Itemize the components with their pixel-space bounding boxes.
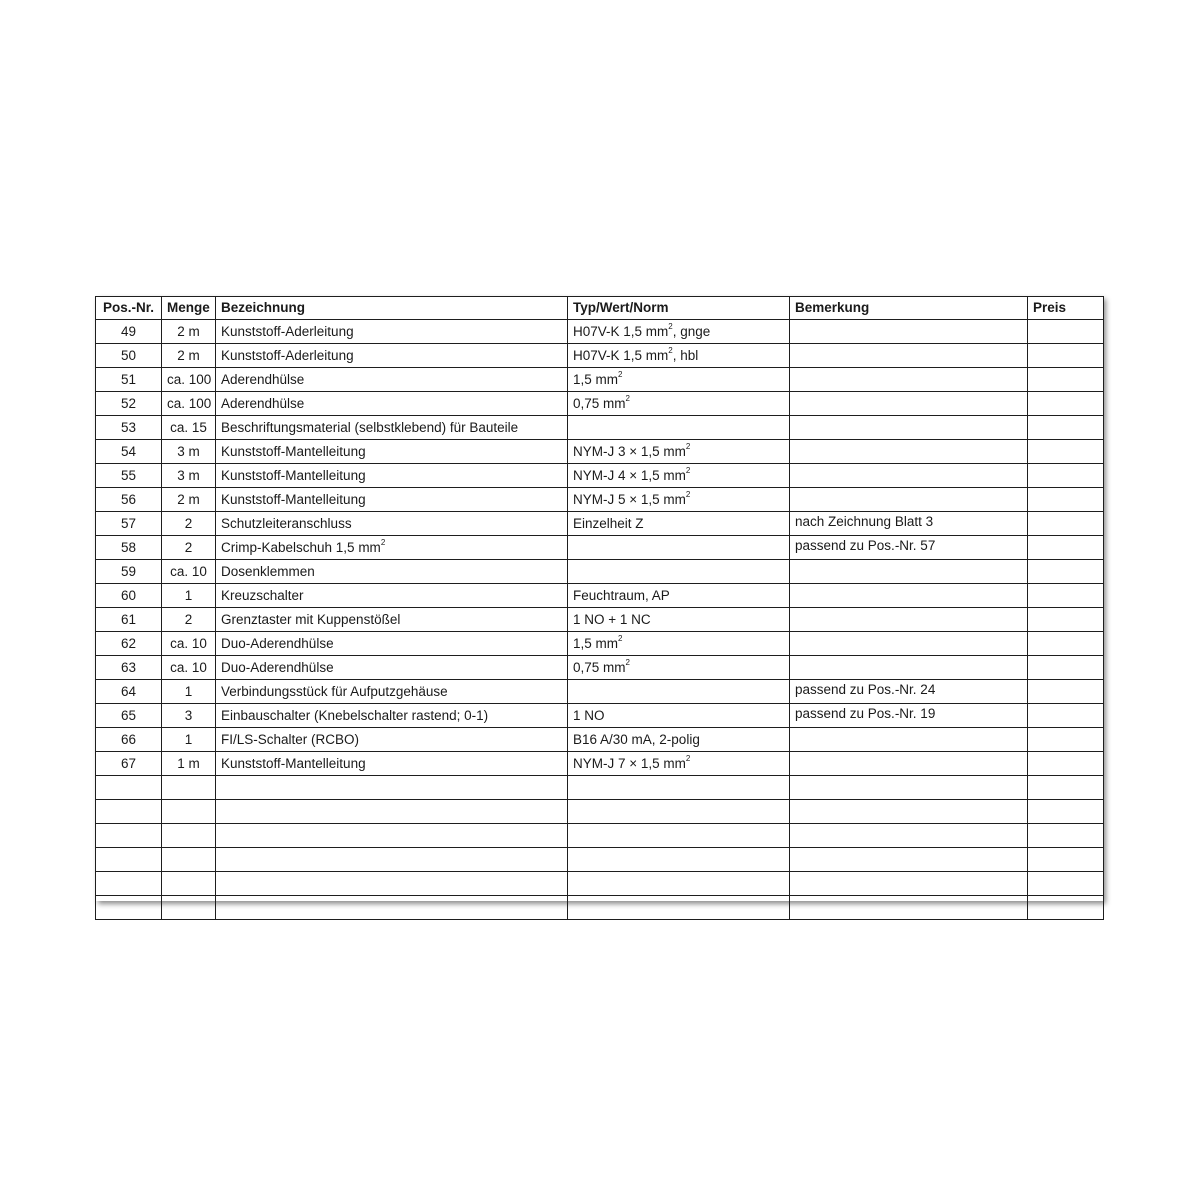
cell-pos-nr: [96, 608, 162, 632]
cell-menge-text: ca. 100: [167, 395, 212, 411]
table-row: [96, 560, 1104, 584]
cell-bezeichnung-text: Aderendhülse: [221, 371, 305, 387]
cell-bezeichnung: [216, 872, 568, 896]
cell-typ-wert-norm: [568, 872, 790, 896]
cell-pos-nr: [96, 392, 162, 416]
table-row: [96, 464, 1104, 488]
cell-bezeichnung: [216, 848, 568, 872]
cell-typ-wert-norm-text: H07V-K 1,5 mm: [573, 323, 669, 339]
cell-bemerkung: [790, 752, 1028, 776]
header-preis: Preis: [1028, 297, 1104, 320]
cell-pos-nr: [96, 536, 162, 560]
cell-bezeichnung-text: Kunststoff-Mantelleitung: [221, 491, 366, 507]
table-row: [96, 488, 1104, 512]
cell-typ-wert-norm: [568, 752, 790, 776]
cell-typ-wert-norm-text: 0,75 mm: [573, 395, 626, 411]
cell-menge: [162, 320, 216, 344]
cell-preis: [1028, 512, 1104, 536]
cell-bezeichnung: [216, 320, 568, 344]
cell-bemerkung: [790, 848, 1028, 872]
cell-pos-nr-text: 53: [120, 419, 137, 435]
cell-preis: [1028, 320, 1104, 344]
cell-menge-text: 1 m: [177, 755, 200, 771]
cell-pos-nr: [96, 872, 162, 896]
cell-pos-nr-text: 49: [120, 323, 137, 339]
cell-typ-wert-norm: [568, 488, 790, 512]
cell-menge-text: 2 m: [177, 347, 200, 363]
cell-bezeichnung: [216, 656, 568, 680]
cell-menge: [162, 344, 216, 368]
cell-bezeichnung: [216, 584, 568, 608]
header-pos-nr: Pos.-Nr.: [96, 297, 162, 320]
cell-bemerkung: [790, 416, 1028, 440]
cell-typ-wert-norm: [568, 368, 790, 392]
cell-preis: [1028, 800, 1104, 824]
cell-menge-text: ca. 10: [170, 659, 207, 675]
cell-bezeichnung-text: Beschriftungsmaterial (selbstklebend) für Bauteile: [221, 419, 519, 435]
cell-pos-nr: [96, 344, 162, 368]
table-row: [96, 680, 1104, 704]
cell-bezeichnung: [216, 728, 568, 752]
cell-typ-wert-norm-text: , hbl: [672, 347, 699, 363]
cell-pos-nr: [96, 440, 162, 464]
cell-menge: [162, 392, 216, 416]
cell-bezeichnung: [216, 416, 568, 440]
cell-preis: [1028, 896, 1104, 920]
cell-typ-wert-norm-superscript: 2: [685, 466, 691, 475]
cell-menge-text: 2 m: [177, 491, 200, 507]
cell-typ-wert-norm-superscript: 2: [685, 754, 691, 763]
cell-typ-wert-norm-text: NYM-J 3 × 1,5 mm: [573, 443, 686, 459]
cell-menge-text: ca. 10: [170, 635, 207, 651]
cell-typ-wert-norm: [568, 560, 790, 584]
table-row: [96, 656, 1104, 680]
cell-bezeichnung: [216, 680, 568, 704]
cell-menge: [162, 776, 216, 800]
cell-menge-text: 1: [184, 683, 193, 699]
cell-preis: [1028, 536, 1104, 560]
cell-preis: [1028, 464, 1104, 488]
cell-bezeichnung-text: Kunststoff-Mantelleitung: [221, 467, 366, 483]
cell-pos-nr: [96, 776, 162, 800]
cell-menge-text: 1: [184, 731, 193, 747]
cell-typ-wert-norm-text: B16 A/30 mA, 2-polig: [573, 731, 700, 747]
cell-bemerkung: [790, 872, 1028, 896]
cell-bezeichnung: [216, 464, 568, 488]
cell-bezeichnung: [216, 536, 568, 560]
table-row: [96, 608, 1104, 632]
cell-pos-nr-text: 63: [120, 659, 137, 675]
cell-bezeichnung-text: Schutzleiteranschluss: [221, 515, 352, 531]
cell-menge: [162, 536, 216, 560]
cell-typ-wert-norm: [568, 824, 790, 848]
parts-list-table: [95, 296, 1104, 920]
cell-bemerkung: [790, 536, 1028, 560]
header-bemerkung: Bemerkung: [790, 297, 1028, 320]
cell-pos-nr-text: 57: [120, 515, 137, 531]
cell-pos-nr-text: 59: [120, 563, 137, 579]
cell-pos-nr-text: 55: [120, 467, 137, 483]
cell-bemerkung: [790, 320, 1028, 344]
cell-typ-wert-norm: [568, 584, 790, 608]
cell-bemerkung: [790, 392, 1028, 416]
cell-menge: [162, 848, 216, 872]
cell-pos-nr-text: 58: [120, 539, 137, 555]
cell-menge: [162, 752, 216, 776]
cell-menge: [162, 872, 216, 896]
cell-menge-text: 2: [184, 611, 193, 627]
cell-bemerkung: [790, 680, 1028, 704]
cell-menge-text: 2: [184, 539, 193, 555]
cell-pos-nr: [96, 464, 162, 488]
table-row: [96, 728, 1104, 752]
cell-bezeichnung-text: Duo-Aderendhülse: [221, 659, 334, 675]
cell-preis: [1028, 584, 1104, 608]
cell-pos-nr: [96, 752, 162, 776]
cell-menge-text: 3: [184, 707, 193, 723]
cell-typ-wert-norm-superscript: 2: [685, 490, 691, 499]
cell-menge-text: 2: [184, 515, 193, 531]
cell-preis: [1028, 752, 1104, 776]
cell-bezeichnung-text: Kunststoff-Aderleitung: [221, 323, 354, 339]
cell-bemerkung: [790, 776, 1028, 800]
cell-typ-wert-norm: [568, 776, 790, 800]
cell-bezeichnung-text: Kunststoff-Mantelleitung: [221, 755, 366, 771]
cell-bezeichnung: [216, 776, 568, 800]
cell-typ-wert-norm: [568, 848, 790, 872]
cell-preis: [1028, 824, 1104, 848]
cell-bemerkung: [790, 560, 1028, 584]
cell-typ-wert-norm: [568, 344, 790, 368]
cell-menge: [162, 416, 216, 440]
cell-bemerkung-text: nach Zeichnung Blatt 3: [795, 514, 934, 529]
cell-bezeichnung: [216, 608, 568, 632]
cell-bemerkung: [790, 512, 1028, 536]
cell-preis: [1028, 680, 1104, 704]
table-row: [96, 752, 1104, 776]
table-row: [96, 824, 1104, 848]
cell-pos-nr-text: 52: [120, 395, 137, 411]
cell-preis: [1028, 656, 1104, 680]
table-row: [96, 872, 1104, 896]
cell-bezeichnung-text: Duo-Aderendhülse: [221, 635, 334, 651]
cell-bemerkung: [790, 656, 1028, 680]
cell-menge-text: ca. 100: [167, 371, 212, 387]
cell-bezeichnung: [216, 512, 568, 536]
cell-pos-nr-text: 51: [120, 371, 137, 387]
cell-pos-nr-text: 61: [120, 611, 137, 627]
cell-pos-nr: [96, 896, 162, 920]
cell-bezeichnung-text: Kunststoff-Mantelleitung: [221, 443, 366, 459]
cell-typ-wert-norm: [568, 632, 790, 656]
cell-bezeichnung: [216, 752, 568, 776]
cell-typ-wert-norm-text: 1 NO + 1 NC: [573, 611, 651, 627]
cell-menge-text: ca. 15: [170, 419, 207, 435]
cell-preis: [1028, 368, 1104, 392]
cell-pos-nr: [96, 584, 162, 608]
cell-typ-wert-norm-superscript: 2: [668, 346, 673, 355]
cell-menge-text: 2 m: [177, 323, 200, 339]
header-typ-wert-norm: Typ/Wert/Norm: [568, 297, 790, 320]
table-row: [96, 584, 1104, 608]
cell-typ-wert-norm-text: H07V-K 1,5 mm: [573, 347, 669, 363]
cell-bezeichnung-superscript: 2: [380, 538, 386, 547]
header-bezeichnung: Bezeichnung: [216, 297, 568, 320]
cell-pos-nr-text: 65: [120, 707, 137, 723]
cell-bezeichnung: [216, 704, 568, 728]
table-row: [96, 440, 1104, 464]
cell-typ-wert-norm-superscript: 2: [618, 370, 623, 379]
cell-preis: [1028, 728, 1104, 752]
cell-typ-wert-norm: [568, 680, 790, 704]
cell-preis: [1028, 488, 1104, 512]
cell-typ-wert-norm-superscript: 2: [618, 634, 623, 643]
cell-bezeichnung-text: Grenztaster mit Kuppenstößel: [221, 611, 401, 627]
cell-menge: [162, 632, 216, 656]
cell-bezeichnung: [216, 824, 568, 848]
cell-pos-nr-text: 50: [120, 347, 137, 363]
cell-preis: [1028, 704, 1104, 728]
cell-typ-wert-norm: [568, 512, 790, 536]
cell-typ-wert-norm: [568, 464, 790, 488]
cell-typ-wert-norm-superscript: 2: [625, 658, 630, 667]
cell-preis: [1028, 848, 1104, 872]
cell-menge: [162, 464, 216, 488]
cell-pos-nr-text: 64: [120, 683, 137, 699]
parts-list-sheet: [95, 296, 1103, 901]
table-row: [96, 320, 1104, 344]
cell-menge: [162, 488, 216, 512]
cell-preis: [1028, 440, 1104, 464]
cell-typ-wert-norm-text: NYM-J 4 × 1,5 mm: [573, 467, 686, 483]
table-row: [96, 512, 1104, 536]
table-row: [96, 536, 1104, 560]
cell-menge: [162, 440, 216, 464]
cell-typ-wert-norm-text: Einzelheit Z: [573, 515, 644, 531]
cell-typ-wert-norm-text: 1,5 mm: [573, 371, 619, 387]
cell-bezeichnung: [216, 896, 568, 920]
table-row: [96, 800, 1104, 824]
cell-bezeichnung-text: FI/LS-Schalter (RCBO): [221, 731, 360, 747]
table-row: [96, 392, 1104, 416]
cell-pos-nr-text: 60: [120, 587, 137, 603]
cell-typ-wert-norm: [568, 392, 790, 416]
cell-menge: [162, 368, 216, 392]
cell-typ-wert-norm-text: 1,5 mm: [573, 635, 619, 651]
cell-typ-wert-norm: [568, 704, 790, 728]
header-menge: Menge: [162, 297, 216, 320]
cell-pos-nr: [96, 656, 162, 680]
table-row: [96, 704, 1104, 728]
cell-typ-wert-norm: [568, 320, 790, 344]
cell-pos-nr: [96, 704, 162, 728]
cell-typ-wert-norm: [568, 656, 790, 680]
cell-typ-wert-norm: [568, 440, 790, 464]
cell-bezeichnung-text: Aderendhülse: [221, 395, 305, 411]
cell-bemerkung: [790, 584, 1028, 608]
cell-bemerkung: [790, 344, 1028, 368]
cell-menge: [162, 656, 216, 680]
table-row: [96, 848, 1104, 872]
cell-bezeichnung: [216, 392, 568, 416]
cell-bezeichnung-text: Kreuzschalter: [221, 587, 304, 603]
cell-menge: [162, 896, 216, 920]
cell-preis: [1028, 776, 1104, 800]
cell-bemerkung-text: passend zu Pos.-Nr. 19: [795, 706, 936, 721]
cell-preis: [1028, 392, 1104, 416]
cell-pos-nr: [96, 488, 162, 512]
cell-typ-wert-norm-text: Feuchtraum, AP: [573, 587, 670, 603]
cell-menge-text: 3 m: [177, 443, 200, 459]
cell-typ-wert-norm-text: 1 NO: [573, 707, 605, 723]
cell-menge: [162, 584, 216, 608]
cell-bemerkung: [790, 824, 1028, 848]
cell-pos-nr: [96, 512, 162, 536]
cell-pos-nr: [96, 800, 162, 824]
cell-preis: [1028, 560, 1104, 584]
cell-pos-nr: [96, 632, 162, 656]
cell-typ-wert-norm-superscript: 2: [625, 394, 630, 403]
cell-bezeichnung: [216, 440, 568, 464]
cell-typ-wert-norm-text: 0,75 mm: [573, 659, 626, 675]
cell-bezeichnung: [216, 344, 568, 368]
cell-pos-nr: [96, 320, 162, 344]
cell-bezeichnung-text: Dosenklemmen: [221, 563, 315, 579]
cell-bemerkung: [790, 632, 1028, 656]
cell-typ-wert-norm: [568, 608, 790, 632]
cell-menge: [162, 608, 216, 632]
cell-bemerkung: [790, 800, 1028, 824]
cell-pos-nr-text: 66: [120, 731, 137, 747]
cell-pos-nr-text: 62: [120, 635, 137, 651]
cell-bemerkung: [790, 728, 1028, 752]
cell-typ-wert-norm: [568, 416, 790, 440]
cell-bemerkung: [790, 488, 1028, 512]
cell-menge: [162, 704, 216, 728]
cell-bezeichnung: [216, 560, 568, 584]
cell-menge: [162, 680, 216, 704]
cell-preis: [1028, 632, 1104, 656]
cell-preis: [1028, 416, 1104, 440]
cell-pos-nr: [96, 560, 162, 584]
cell-bemerkung: [790, 896, 1028, 920]
table-row: [96, 776, 1104, 800]
table-row: [96, 416, 1104, 440]
cell-pos-nr: [96, 848, 162, 872]
cell-pos-nr: [96, 416, 162, 440]
cell-bezeichnung-text: Crimp-Kabelschuh 1,5 mm: [221, 539, 381, 555]
cell-bemerkung: [790, 608, 1028, 632]
cell-menge: [162, 728, 216, 752]
cell-pos-nr: [96, 824, 162, 848]
cell-typ-wert-norm: [568, 896, 790, 920]
cell-typ-wert-norm-text: NYM-J 7 × 1,5 mm: [573, 755, 686, 771]
cell-bezeichnung: [216, 800, 568, 824]
cell-bezeichnung-text: Verbindungsstück für Aufputzgehäuse: [221, 683, 448, 699]
cell-pos-nr-text: 56: [120, 491, 137, 507]
cell-menge-text: 3 m: [177, 467, 200, 483]
cell-menge: [162, 560, 216, 584]
cell-bemerkung: [790, 464, 1028, 488]
cell-typ-wert-norm-text: , gnge: [672, 323, 711, 339]
cell-typ-wert-norm-superscript: 2: [685, 442, 691, 451]
cell-menge: [162, 512, 216, 536]
cell-bezeichnung-text: Kunststoff-Aderleitung: [221, 347, 354, 363]
cell-bezeichnung: [216, 368, 568, 392]
cell-pos-nr-text: 67: [120, 755, 137, 771]
cell-bemerkung-text: passend zu Pos.-Nr. 24: [795, 682, 936, 697]
cell-bemerkung-text: passend zu Pos.-Nr. 57: [795, 538, 936, 553]
table-row: [96, 344, 1104, 368]
cell-typ-wert-norm: [568, 728, 790, 752]
cell-bemerkung: [790, 440, 1028, 464]
cell-menge: [162, 800, 216, 824]
cell-menge-text: 1: [184, 587, 193, 603]
cell-pos-nr: [96, 728, 162, 752]
cell-typ-wert-norm-superscript: 2: [668, 322, 673, 331]
cell-preis: [1028, 872, 1104, 896]
cell-bezeichnung: [216, 488, 568, 512]
cell-bezeichnung: [216, 632, 568, 656]
cell-typ-wert-norm-text: NYM-J 5 × 1,5 mm: [573, 491, 686, 507]
cell-typ-wert-norm: [568, 800, 790, 824]
cell-pos-nr: [96, 680, 162, 704]
table-row: [96, 632, 1104, 656]
cell-bezeichnung-text: Einbauschalter (Knebelschalter rastend; 0-1): [221, 707, 489, 723]
cell-preis: [1028, 608, 1104, 632]
cell-menge-text: ca. 10: [170, 563, 207, 579]
cell-bemerkung: [790, 368, 1028, 392]
table-row: [96, 896, 1104, 920]
cell-preis: [1028, 344, 1104, 368]
table-row: [96, 368, 1104, 392]
cell-pos-nr-text: 54: [120, 443, 137, 459]
cell-pos-nr: [96, 368, 162, 392]
cell-menge: [162, 824, 216, 848]
table-header-row: [96, 297, 1104, 320]
cell-typ-wert-norm: [568, 536, 790, 560]
cell-bemerkung: [790, 704, 1028, 728]
